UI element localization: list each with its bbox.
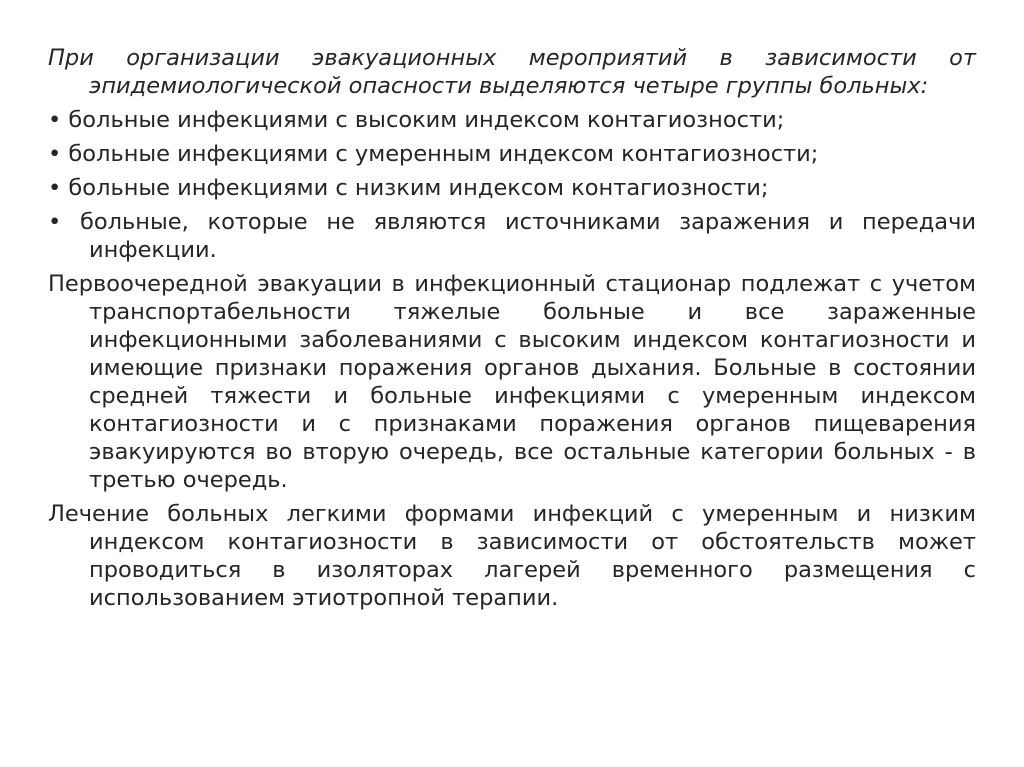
evacuation-priority-paragraph: Первоочередной эвакуации в инфекционный стационар подлежат с учетом транспортабельности тяжелые больные и все зараженные инфекционными заболеваниями с высоким индексом контагиозности и имеющие признаки поражения органов дыхания. Больные в состоянии средней тяжести и больные инфекциями с умеренным индексом контагиозности и с признаками поражения органов пищеварения эвакуируются во вторую очередь, все остальные категории больных - в третью очередь. [48,271,976,493]
intro-paragraph: При организации эвакуационных мероприятий в зависимости от эпидемиологической опасности выделяются четыре группы больных: [48,45,976,99]
bullet-item-moderate: • больные инфекциями с умеренным индексом контагиозности; [48,141,819,167]
bullet-item-low: • больные инфекциями с низким индексом контагиозности; [48,175,769,201]
bullet-item-high: • больные инфекциями с высоким индексом контагиозности; [48,107,785,133]
treatment-paragraph: Лечение больных легкими формами инфекций с умеренным и низким индексом контагиозности в зависимости от обстоятельств может проводиться в изоляторах лагерей временного размещения с использованием этиотропной терапии. [48,501,976,611]
bullet-item-non-source: • больные, которые не являются источниками заражения и передачи инфекции. [48,209,976,263]
